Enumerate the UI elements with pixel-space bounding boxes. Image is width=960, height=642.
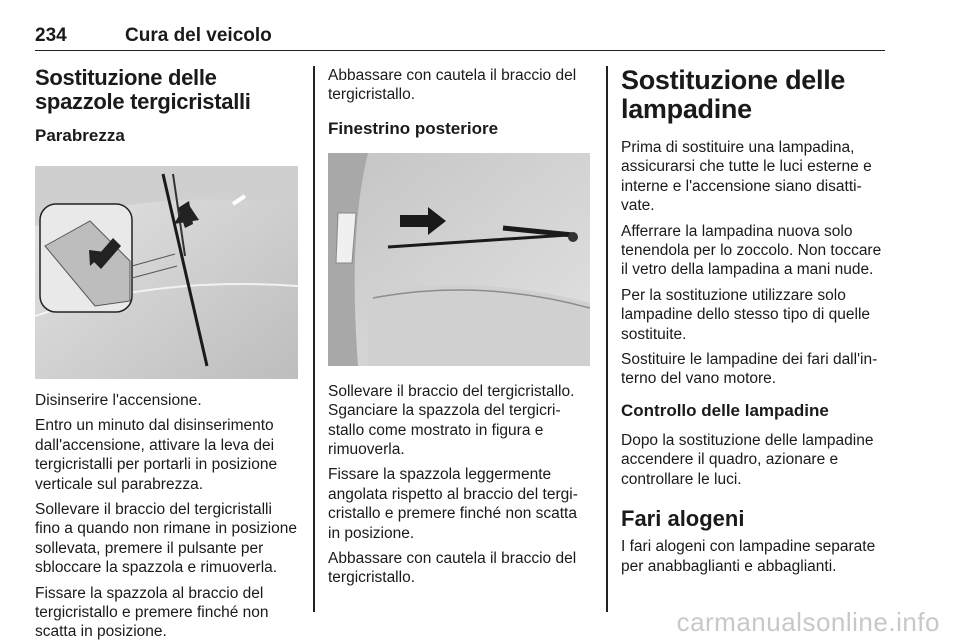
paragraph: I fari alogeni con lampadine separate per anabbaglianti e abbaglianti. [621, 538, 876, 575]
paragraph: Dopo la sostituzione delle lampadine accendere il quadro, azionare e controllare le luci. [621, 431, 874, 488]
paragraph: Per la sostituzione utilizzare solo lampadine dello stesso tipo di quelle sostituite. [621, 286, 871, 343]
page-header [35, 22, 885, 51]
paragraph: Fissare la spazzola al braccio del tergicristallo e premere finché non scatta in posizione. [35, 584, 269, 641]
paragraph: Afferrare la lampadina nuova solo tenendola per lo zoccolo. Non toccare il vetro della lampadina a mani nude. [621, 222, 882, 279]
paragraph: Sollevare il braccio del tergicristallo. Sganciare la spazzola del tergicri-stallo come mostrato in figura e rimuoverla. [328, 382, 575, 459]
windscreen-wiper-illustration [35, 166, 298, 379]
rear-wiper-illustration [328, 153, 590, 366]
subheading-windscreen: Parabrezza [35, 126, 125, 145]
heading-bulb-replacement: Sostituzione delle lampadine [621, 65, 846, 124]
column-1 [35, 66, 301, 642]
paragraph: Entro un minuto dal disinserimento dall'accensione, attivare la leva dei tergicristalli per portarli in posizione verticale sul parabrezza. [35, 417, 278, 493]
column-2 [328, 66, 592, 588]
paragraph: Disinserire l'accensione. [35, 392, 202, 409]
column-divider-1 [313, 66, 315, 612]
column-divider-2 [606, 66, 608, 612]
paragraph: Abbassare con cautela il braccio del tergicristallo. [328, 550, 577, 587]
section-title: Cura del veicolo [125, 25, 272, 46]
column-3 [621, 66, 887, 576]
paragraph: Fissare la spazzola leggermente angolata rispetto al braccio del tergi-cristallo e premere finché non scatta in posizione. [328, 466, 578, 542]
page-number: 234 [35, 25, 67, 46]
heading-wiper-blades: Sostituzione delle spazzole tergicristalli [35, 65, 251, 114]
watermark: carmanualsonline.info [676, 607, 940, 637]
subheading-bulb-check: Controllo delle lampadine [621, 400, 829, 420]
paragraph: Abbassare con cautela il braccio del tergicristallo. [328, 67, 577, 104]
subheading-rear-window: Finestrino posteriore [328, 118, 499, 138]
paragraph: Sostituire le lampadine dei fari dall'in-terno del vano motore. [621, 351, 878, 388]
paragraph: Prima di sostituire una lampadina, assicurarsi che tutte le luci esterne e interne e l'accensione siano disatti-vate. [621, 139, 872, 215]
subheading-halogen-headlights: Fari alogeni [621, 506, 745, 532]
paragraph: Sollevare il braccio del tergicristalli fino a quando non rimane in posizione sollevata, premere il pulsante per sbloccare la spazzola e rimuoverla. [35, 501, 297, 577]
